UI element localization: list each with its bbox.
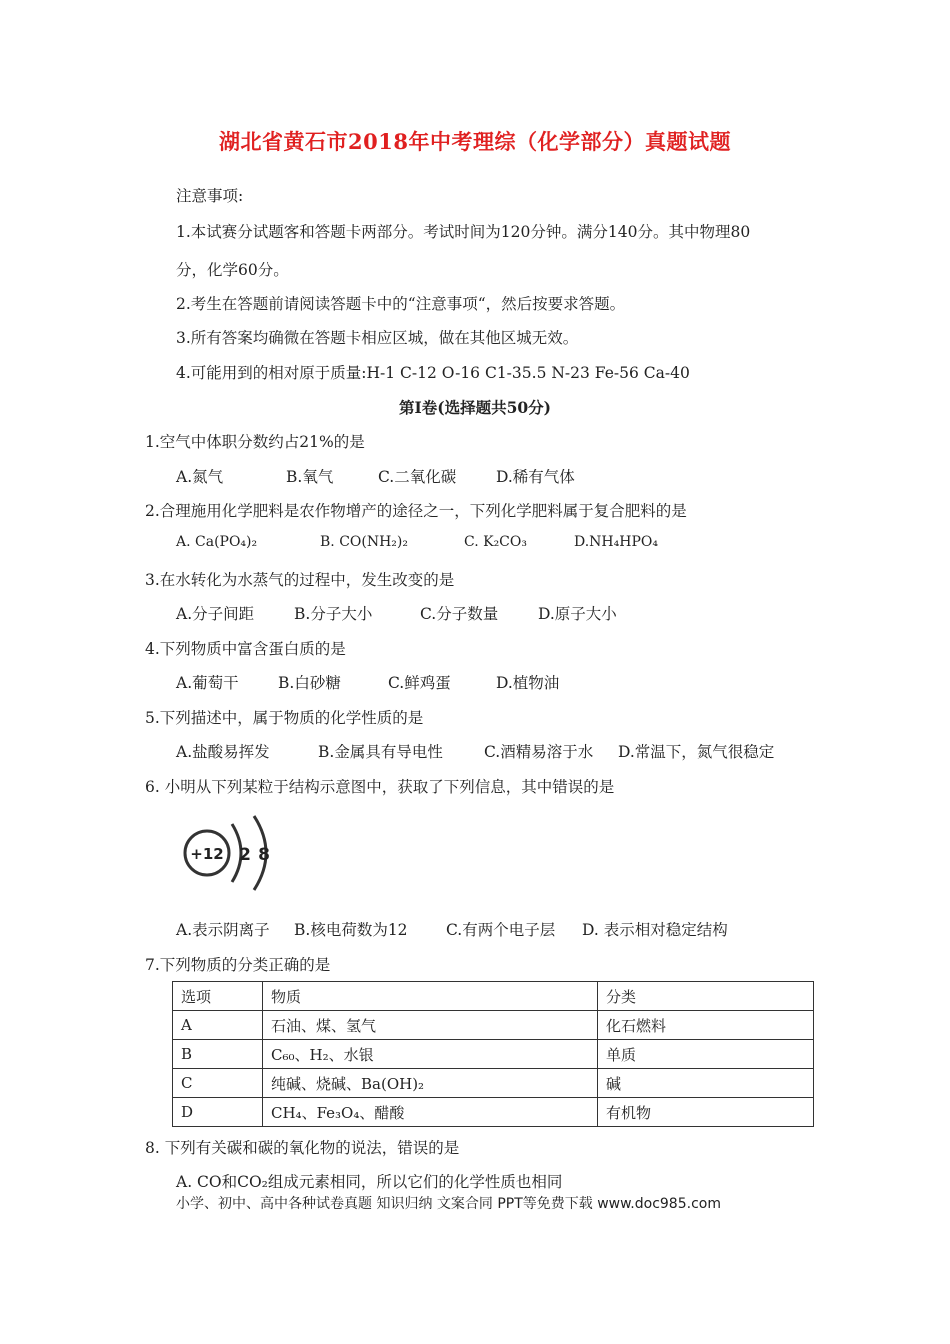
option-a: A.表示阴离子 [176, 921, 270, 939]
page-footer: 小学、初中、高中各种试卷真题 知识归纳 文案合同 PPT等免费下载 www.doc985.com [176, 1196, 721, 1212]
question-1: 1.空气中体职分数约占21%的是 [145, 433, 365, 451]
option-d: D. 表示相对稳定结构 [582, 921, 728, 939]
note-3: 3.所有答案均确微在答题卡相应区城，做在其他区城无效。 [176, 329, 579, 347]
option-d: D.原子大小 [538, 605, 617, 623]
option-c: C.鲜鸡蛋 [388, 674, 451, 692]
table-cell: 石油、煤、氢气 [263, 1011, 598, 1040]
table-row [173, 1069, 814, 1098]
option-c: C.二氧化碳 [378, 468, 457, 486]
table-row [173, 1011, 814, 1040]
table-cell: 有机物 [598, 1098, 814, 1127]
option-a: A.氮气 [176, 468, 224, 486]
option-b: B.金属具有导电性 [318, 743, 443, 761]
table-cell: CH₄、Fe₃O₄、醋酸 [263, 1098, 598, 1127]
note-4: 4.可能用到的相对原于质量:H-1 C-12 O-16 C1-35.5 N-23 Fe-56 Ca-40 [176, 364, 690, 382]
document-title: 湖北省黄石市2018年中考理综（化学部分）真题试题 [219, 129, 731, 154]
option-b: B.核电荷数为12 [294, 921, 408, 939]
table-cell: 纯碱、烧碱、Ba(OH)₂ [263, 1069, 598, 1098]
option-b: B.分子大小 [294, 605, 373, 623]
table-header-cell: 选项 [173, 982, 263, 1011]
table-row [173, 1040, 814, 1069]
option-a: A. Ca(PO₄)₂ [176, 534, 258, 550]
option-b: B. CO(NH₂)₂ [320, 534, 408, 550]
table-cell: C [173, 1069, 263, 1098]
table-cell: 化石燃料 [598, 1011, 814, 1040]
table-header-cell: 物质 [263, 982, 598, 1011]
question-8: 8. 下列有关碳和碳的氧化物的说法，错误的是 [145, 1139, 460, 1157]
option-c: C.有两个电子层 [446, 921, 556, 939]
question-4-options [176, 671, 559, 693]
question-7: 7.下列物质的分类正确的是 [145, 956, 331, 974]
nucleus-charge: +12 [190, 845, 224, 863]
question-2-options [176, 534, 658, 550]
table-cell: C₆₀、H₂、水银 [263, 1040, 598, 1069]
option-c: C.分子数量 [420, 605, 499, 623]
question-5-options [176, 740, 774, 762]
option-b: B.白砂糖 [278, 674, 341, 692]
classification-table [172, 981, 814, 1127]
table-cell: 碱 [598, 1069, 814, 1098]
table-row [173, 1098, 814, 1127]
question-3-options [176, 602, 617, 624]
table-header-cell: 分类 [598, 982, 814, 1011]
option-d: D.稀有气体 [496, 468, 575, 486]
option-a: A.葡萄干 [176, 674, 239, 692]
note-2: 2.考生在答题前请阅读答题卡中的“注意事项“，然后按要求答题。 [176, 295, 626, 313]
table-cell: A [173, 1011, 263, 1040]
table-cell: B [173, 1040, 263, 1069]
option-d: D.常温下，氮气很稳定 [618, 743, 775, 761]
option-c: C.酒精易溶于水 [484, 743, 594, 761]
question-5: 5.下列描述中，属于物质的化学性质的是 [145, 709, 424, 727]
question-6-options [176, 918, 728, 940]
note-1: 1.本试赛分试题客和答题卡两部分。考试时间为120分钟。满分140分。其中物理80 [176, 223, 751, 241]
option-c: C. K₂CO₃ [464, 534, 527, 550]
note-1-cont: 分，化学60分。 [176, 261, 289, 279]
question-1-options [176, 465, 575, 487]
atom-structure-diagram [170, 806, 280, 896]
shell-1-electrons: 2 [239, 845, 251, 865]
question-2: 2.合理施用化学肥料是农作物增产的途径之一，下列化学肥料属于复合肥料的是 [145, 502, 687, 520]
question-3: 3.在水转化为水蒸气的过程中，发生改变的是 [145, 571, 455, 589]
option-a: A.分子间距 [176, 605, 255, 623]
section-heading: 第I卷(选择题共50分) [399, 398, 551, 417]
option-d: D.NH₄HPO₄ [574, 534, 658, 550]
option-d: D.植物油 [496, 674, 560, 692]
table-cell: D [173, 1098, 263, 1127]
question-6: 6. 小明从下列某粒于结构示意图中，获取了下列信息，其中错误的是 [145, 778, 615, 796]
option-a: A.盐酸易挥发 [176, 743, 270, 761]
table-header-row [173, 982, 814, 1011]
question-8-option-a: A. CO和CO₂组成元素相同，所以它们的化学性质也相同 [176, 1173, 563, 1191]
question-4: 4.下列物质中富含蛋白质的是 [145, 640, 346, 658]
option-b: B.氧气 [286, 468, 334, 486]
table-cell: 单质 [598, 1040, 814, 1069]
shell-2-electrons: 8 [258, 845, 270, 865]
notes-header: 注意事项: [176, 187, 244, 205]
